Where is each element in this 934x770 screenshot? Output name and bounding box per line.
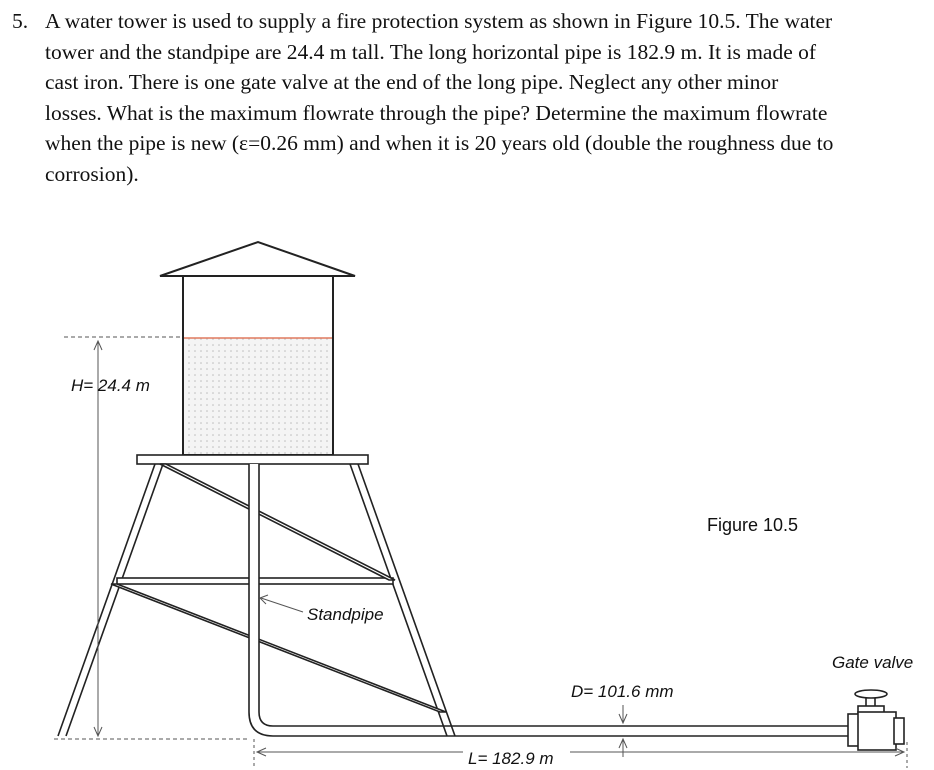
standpipe-label: Standpipe — [307, 605, 384, 624]
gate-valve-icon — [848, 690, 904, 750]
tower-braces — [111, 464, 446, 712]
water-body — [183, 338, 333, 455]
tower-roof — [160, 242, 355, 276]
problem-line-2: tower and the standpipe are 24.4 m tall. The long horizontal pipe is 182.9 m. It is made of — [45, 39, 817, 64]
figure-caption: Figure 10.5 — [707, 515, 799, 535]
standpipe-leader — [260, 595, 303, 612]
horizontal-pipe — [273, 726, 856, 736]
diameter-label: D= 101.6 mm — [571, 682, 674, 701]
height-label: H= 24.4 m — [71, 376, 150, 395]
tower-platform — [137, 455, 368, 464]
diameter-dimension — [619, 705, 627, 757]
problem-line-4: losses. What is the maximum flowrate through the pipe? Determine the maximum flowrate — [45, 100, 828, 125]
problem-line-1: A water tower is used to supply a fire protection system as shown in Figure 10.5. The water — [45, 9, 833, 33]
length-label: L= 182.9 m — [468, 749, 554, 768]
standpipe — [249, 464, 273, 736]
problem-line-5: when the pipe is new (ε=0.26 mm) and when it is 20 years old (double the roughness due to — [45, 131, 834, 155]
problem-line-6: corrosion). — [45, 161, 139, 186]
problem-number: 5. — [12, 9, 29, 33]
length-dimension — [254, 739, 907, 768]
problem-line-3: cast iron. There is one gate valve at the end of the long pipe. Neglect any other minor — [45, 70, 779, 94]
valve-label: Gate valve — [832, 653, 914, 672]
